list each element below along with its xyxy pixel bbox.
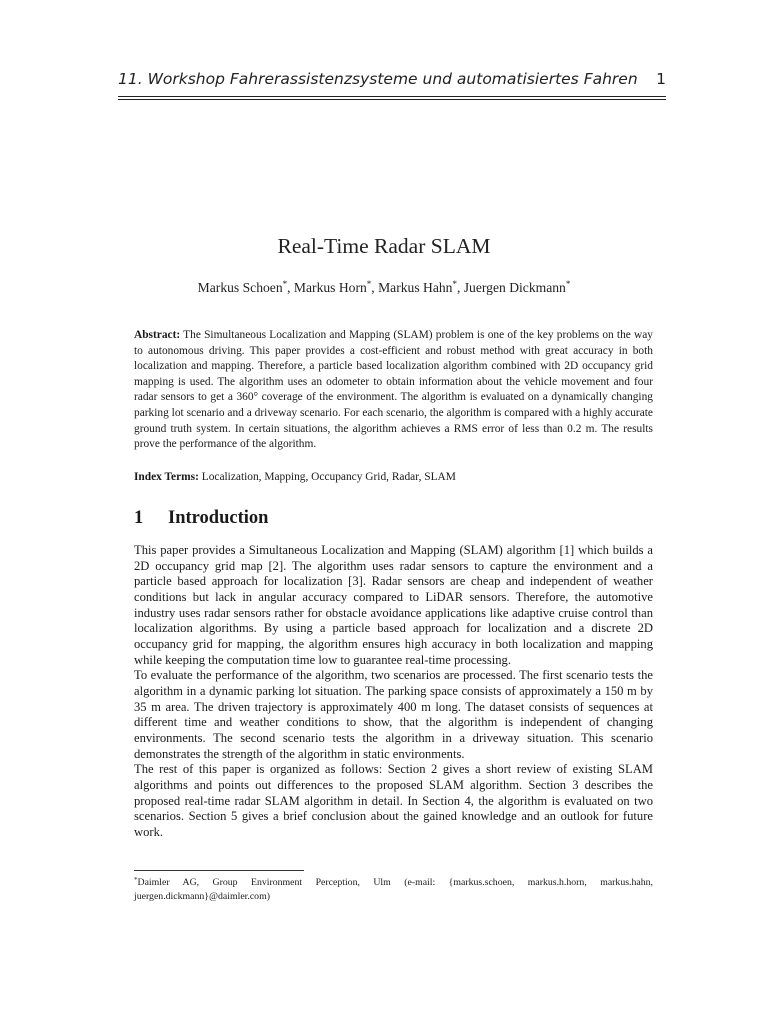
- page-number: 1: [656, 70, 666, 88]
- section-body: [134, 543, 653, 840]
- author-name: Markus Hahn: [378, 280, 453, 295]
- footnote-text: Daimler AG, Group Environment Perception, Ulm (e-mail: {markus.schoen, markus.h.horn, markus.hahn, juergen.dickmann}@daimler.com): [134, 877, 653, 902]
- section-number: 1: [134, 508, 144, 528]
- body-paragraph: To evaluate the performance of the algorithm, two scenarios are processed. The first scenario tests the algorithm in a dynamic parking lot situation. The parking space consists of approximately a 150 m by 35 m area. The driven trajectory is approximately 400 m long. The dataset consists of sequences at different time and weather conditions to show, that the algorithm is independent of changing environments. The second scenario tests the algorithm in a driveway situation. This scenario demonstrates the strength of the algorithm in static environments.: [134, 668, 653, 761]
- header-rule-bottom: [118, 99, 666, 100]
- abstract-label: Abstract:: [134, 329, 181, 341]
- footnote-mark: *: [134, 876, 138, 884]
- author-footnote-mark: *: [452, 279, 457, 289]
- author-list: [0, 279, 768, 296]
- paper-title: Real-Time Radar SLAM: [277, 234, 491, 258]
- author-separator: ,: [371, 280, 379, 295]
- body-paragraph: The rest of this paper is organized as follows: Section 2 gives a short review of existing SLAM algorithms and points out differences to the proposed SLAM algorithm. Section 3 describes the proposed real-time radar SLAM algorithm in detail. In Section 4, the algorithm is evaluated on two scenarios. Section 5 gives a brief conclusion about the gained knowledge and an outlook for future work.: [134, 762, 653, 839]
- author-footnote-mark: *: [366, 279, 372, 289]
- body-paragraph: This paper provides a Simultaneous Localization and Mapping (SLAM) algorithm [1] which builds a 2D occupancy grid map [2]. The algorithm uses radar sensors to capture the environment and a particle based approach for localization [3]. Radar sensors are cheap and independent of weather conditions but lack in angular accuracy compared to LiDAR sensors. Therefore, the automotive industry uses radar sensors rather for obstacle avoidance applications like adaptive cruise control than localization algorithms. By using a particle based approach for localization and a discrete 2D occupancy grid for mapping, the algorithm ensures high accuracy in both localization and mapping while keeping the computation time low to guarantee real-time processing.: [134, 543, 653, 667]
- index-terms-label: Index Terms:: [134, 471, 199, 483]
- running-title: 11. Workshop Fahrerassistenzsysteme und automatisiertes Fahren: [118, 70, 638, 88]
- header-rule-top: [118, 96, 666, 97]
- author-name: Markus Schoen: [197, 280, 283, 295]
- index-terms: [134, 470, 653, 486]
- abstract: [134, 328, 653, 453]
- index-terms-text: Localization, Mapping, Occupancy Grid, Radar, SLAM: [201, 471, 456, 483]
- author-footnote-mark: *: [282, 279, 288, 289]
- abstract-text: The Simultaneous Localization and Mapping (SLAM) problem is one of the key problems on the way to autonomous driving. This paper provides a cost-efficient and robust method with great accuracy in both localization and mapping. Therefore, a particle based localization algorithm combined with 2D occupancy grid mapping is used. The algorithm uses an odometer to obtain information about the vehicle movement and four radar sensors to get a 360° coverage of the environment. The algorithm is evaluated on a dynamically changing parking lot scenario and a driveway scenario. For each scenario, the algorithm is compared with a highly accurate ground truth system. In certain situations, the algorithm achieves a RMS error of less than 0.2 m. The results prove the performance of the algorithm.: [134, 329, 653, 451]
- running-header: [118, 70, 666, 94]
- section-title: Introduction: [168, 508, 269, 528]
- author-footnote-mark: *: [565, 279, 571, 289]
- author-name: Juergen Dickmann: [463, 280, 566, 295]
- section-heading: [134, 508, 653, 529]
- author-name: Markus Horn: [293, 280, 367, 295]
- footnote-rule: [134, 870, 304, 871]
- author-separator: ,: [456, 280, 464, 295]
- author-separator: ,: [287, 280, 294, 295]
- footnote: [134, 873, 653, 904]
